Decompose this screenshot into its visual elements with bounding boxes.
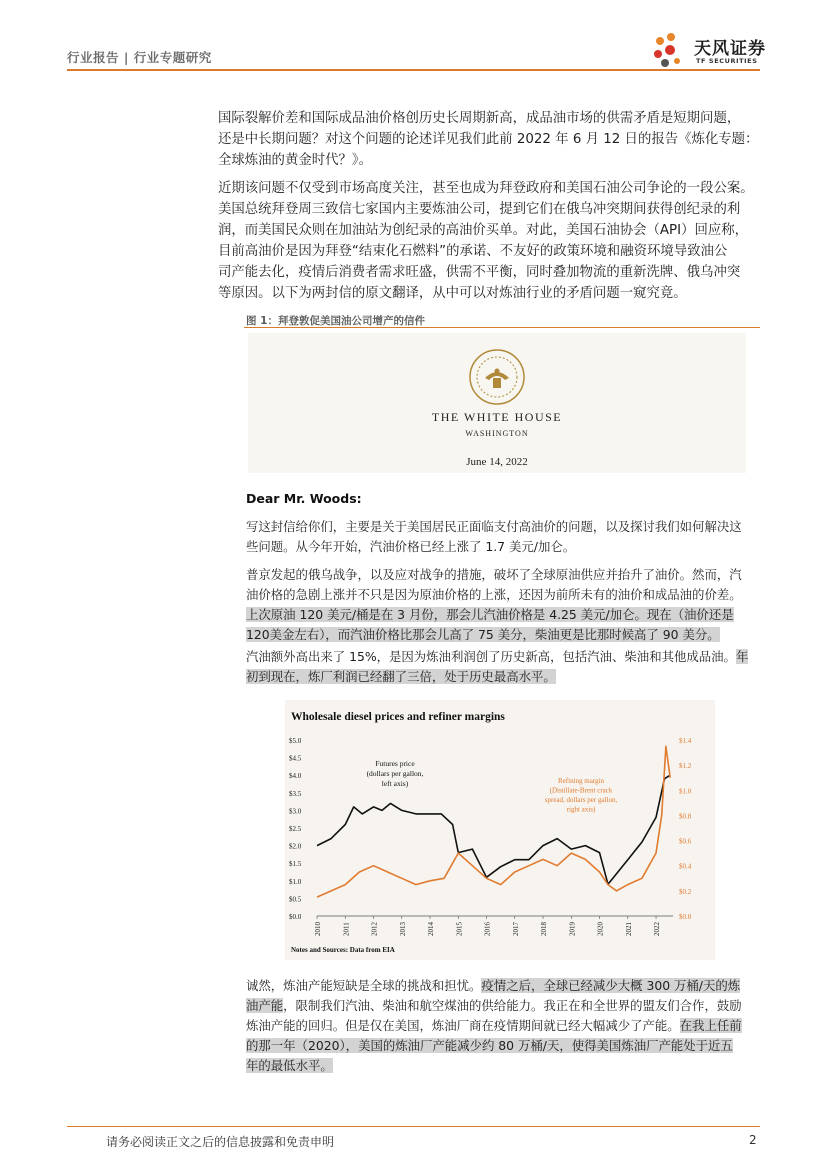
x-tick-label: 2014 [427,922,436,936]
y-left-tick-label: $2.0 [289,842,302,851]
text-line: 司产能去化，疫情后消费者需求旺盛，供需不平衡，同时叠加物流的重新洗牌、俄乌冲突 [218,265,741,280]
y-right-tick-label: $0.8 [679,812,692,821]
futures-annotation: Futures price [375,759,415,768]
x-tick-label: 2020 [596,922,605,936]
text-line: 近期该问题不仅受到市场高度关注，甚至也成为拜登政府和美国石油公司争论的一段公案。 [218,181,754,196]
text-line: 还是中长期问题？对这个问题的论述详见我们此前 2022 年 6 月 12 日的报告《炼化专题： [218,132,759,147]
y-left-tick-label: $3.0 [289,807,302,816]
y-left-tick-label: $4.0 [289,772,302,781]
text-segment: 汽油额外高出来了 15%，是因为炼油利润创了历史新高，包括汽油、柴油和其他成品油。 [246,649,736,664]
diesel-chart [285,700,715,960]
x-tick-label: 2021 [624,922,633,936]
y-left-tick-label: $4.5 [289,754,302,763]
x-tick-label: 2013 [398,922,407,936]
y-right-tick-label: $0.6 [679,837,692,846]
text-line: 美国总统拜登周三致信七家国内主要炼油公司，提到它们在俄乌冲突期间获得创纪录的利 [218,202,741,217]
intro-paragraph-1 [218,108,763,171]
y-right-tick-label: $1.2 [679,762,692,771]
logo-en-text: TF SECURITIES [696,57,758,65]
text-line: 等原因。以下为两封信的原文翻译，从中可以对炼油行业的矛盾问题一窥究竟。 [218,286,687,301]
highlighted-text: 的那一年（2020），美国的炼油厂产能减少约 80 万桶/天，使得美国炼油厂产能处于近五 [246,1038,733,1053]
chart-title: Wholesale diesel prices and refiner margins [291,711,505,723]
y-left-tick-label: $3.5 [289,789,302,798]
x-tick-label: 2010 [314,922,322,936]
text-line: 普京发起的俄乌战争，以及应对战争的措施，破坏了全球原油供应并抬升了油价。然而，汽 [246,567,742,582]
intro-paragraph-2 [218,178,763,304]
letter-paragraph-3 [246,647,749,687]
footer-disclaimer: 请务必阅读正文之后的信息披露和免责申明 [106,1135,335,1149]
text-line: 润，而美国民众则在加油站为创纪录的高油价买单。对此，美国石油协会（API）回应称， [218,223,749,238]
y-left-tick-label: $1.0 [289,877,302,886]
chart-svg [285,700,715,960]
x-tick-label: 2018 [540,922,549,936]
letter-paragraph-1 [246,517,746,557]
page-number: 2 [749,1133,757,1147]
letterhead [248,333,746,473]
letterhead-title: THE WHITE HOUSE [431,410,563,424]
highlighted-text: 120美金左右），而汽油价格比那会儿高了 75 美分，柴油更是比那时候高了 90 美分。 [246,627,720,642]
highlighted-text: 疫情之后，全球已经减少大概 300 万桶/天的炼 [481,978,741,993]
text-line: 目前高油价是因为拜登“结束化石燃料”的承诺、不友好的政策环境和融资环境导致油公 [218,244,728,259]
futures-annotation: (dollars per gallon, [366,769,424,778]
x-tick-label: 2015 [455,922,464,936]
letter-paragraph-4 [246,976,746,1076]
text-line: 些问题。从今年开始，汽油价格已经上涨了 1.7 美元/加仑。 [246,539,576,554]
chart-note: Notes and Sources: Data from EIA [291,946,395,954]
logo [650,30,770,70]
margin-annotation: spread, dollars per gallon, [544,796,618,804]
y-left-tick-label: $0.5 [289,895,302,904]
figure-caption: 图 1：拜登敦促美国油公司增产的信件 [246,315,425,327]
logo-cn-text: 天风证券 [694,39,766,59]
highlighted-text: 初到现在，炼厂利润已经翻了三倍，处于历史最高水平。 [246,669,556,684]
highlighted-text: 年的最低水平。 [246,1058,333,1073]
futures-annotation: left axis) [381,779,409,788]
text-line: 油价格的急剧上涨并不只是因为原油价格的上涨，还因为前所未有的油价和成品油的价差。 [246,587,742,602]
letterhead-subtitle: WASHINGTON [465,429,529,438]
highlighted-text: 上次原油 120 美元/桶是在 3 月份，那会儿汽油价格是 4.25 美元/加仑。现在（油价还是 [246,607,734,622]
margin-annotation: Refining margin [558,777,604,785]
text-segment: ，限制我们汽油、柴油和航空煤油的供给能力。我正在和全世界的盟友们合作，鼓励 [283,998,742,1013]
presidential-seal-icon [468,348,526,406]
x-tick-label: 2012 [370,922,379,936]
text-segment: 炼油产能的回归。但是仅在美国，炼油厂商在疫情期间就已经大幅减少了产能。 [246,1018,680,1033]
footer-rule [67,1126,760,1127]
highlighted-text: 在我上任前 [679,1018,742,1033]
text-line: 写这封信给你们，主要是关于美国居民正面临支付高油价的问题，以及探讨我们如何解决这 [246,519,742,534]
y-left-tick-label: $1.5 [289,860,302,869]
y-right-tick-label: $0.0 [679,913,692,921]
margin-annotation: right axis) [566,805,596,814]
x-tick-label: 2011 [342,922,351,936]
header-breadcrumb: 行业报告 | 行业专题研究 [67,50,212,65]
y-right-tick-label: $1.0 [679,787,692,796]
margin-annotation: (Distillate-Brent crack [549,786,613,795]
x-tick-label: 2022 [653,922,662,936]
figure-rule [244,327,760,328]
logo-flower-icon [650,30,690,70]
text-line: 全球炼油的黄金时代？》。 [218,153,372,168]
x-tick-label: 2016 [483,922,492,936]
y-left-tick-label: $5.0 [289,737,302,745]
x-tick-label: 2017 [511,922,520,936]
y-right-tick-label: $0.2 [679,887,692,896]
y-left-tick-label: $2.5 [289,825,302,833]
y-right-tick-label: $0.4 [679,862,692,871]
highlighted-text: 年 [735,649,749,664]
highlighted-text: 油产能 [246,998,284,1013]
letter-paragraph-2 [246,565,746,645]
x-tick-label: 2019 [568,922,577,936]
header-rule [67,69,760,71]
letter-date: June 14, 2022 [466,456,528,468]
y-left-tick-label: $0.0 [289,913,302,921]
text-segment: 诚然，炼油产能短缺是全球的挑战和担忧。 [246,978,482,993]
y-right-tick-label: $1.4 [679,737,692,745]
text-line: 国际裂解价差和国际成品油价格创历史长周期新高，成品油市场的供需矛盾是短期问题， [218,111,741,126]
letter-salutation: Dear Mr. Woods: [246,491,362,506]
